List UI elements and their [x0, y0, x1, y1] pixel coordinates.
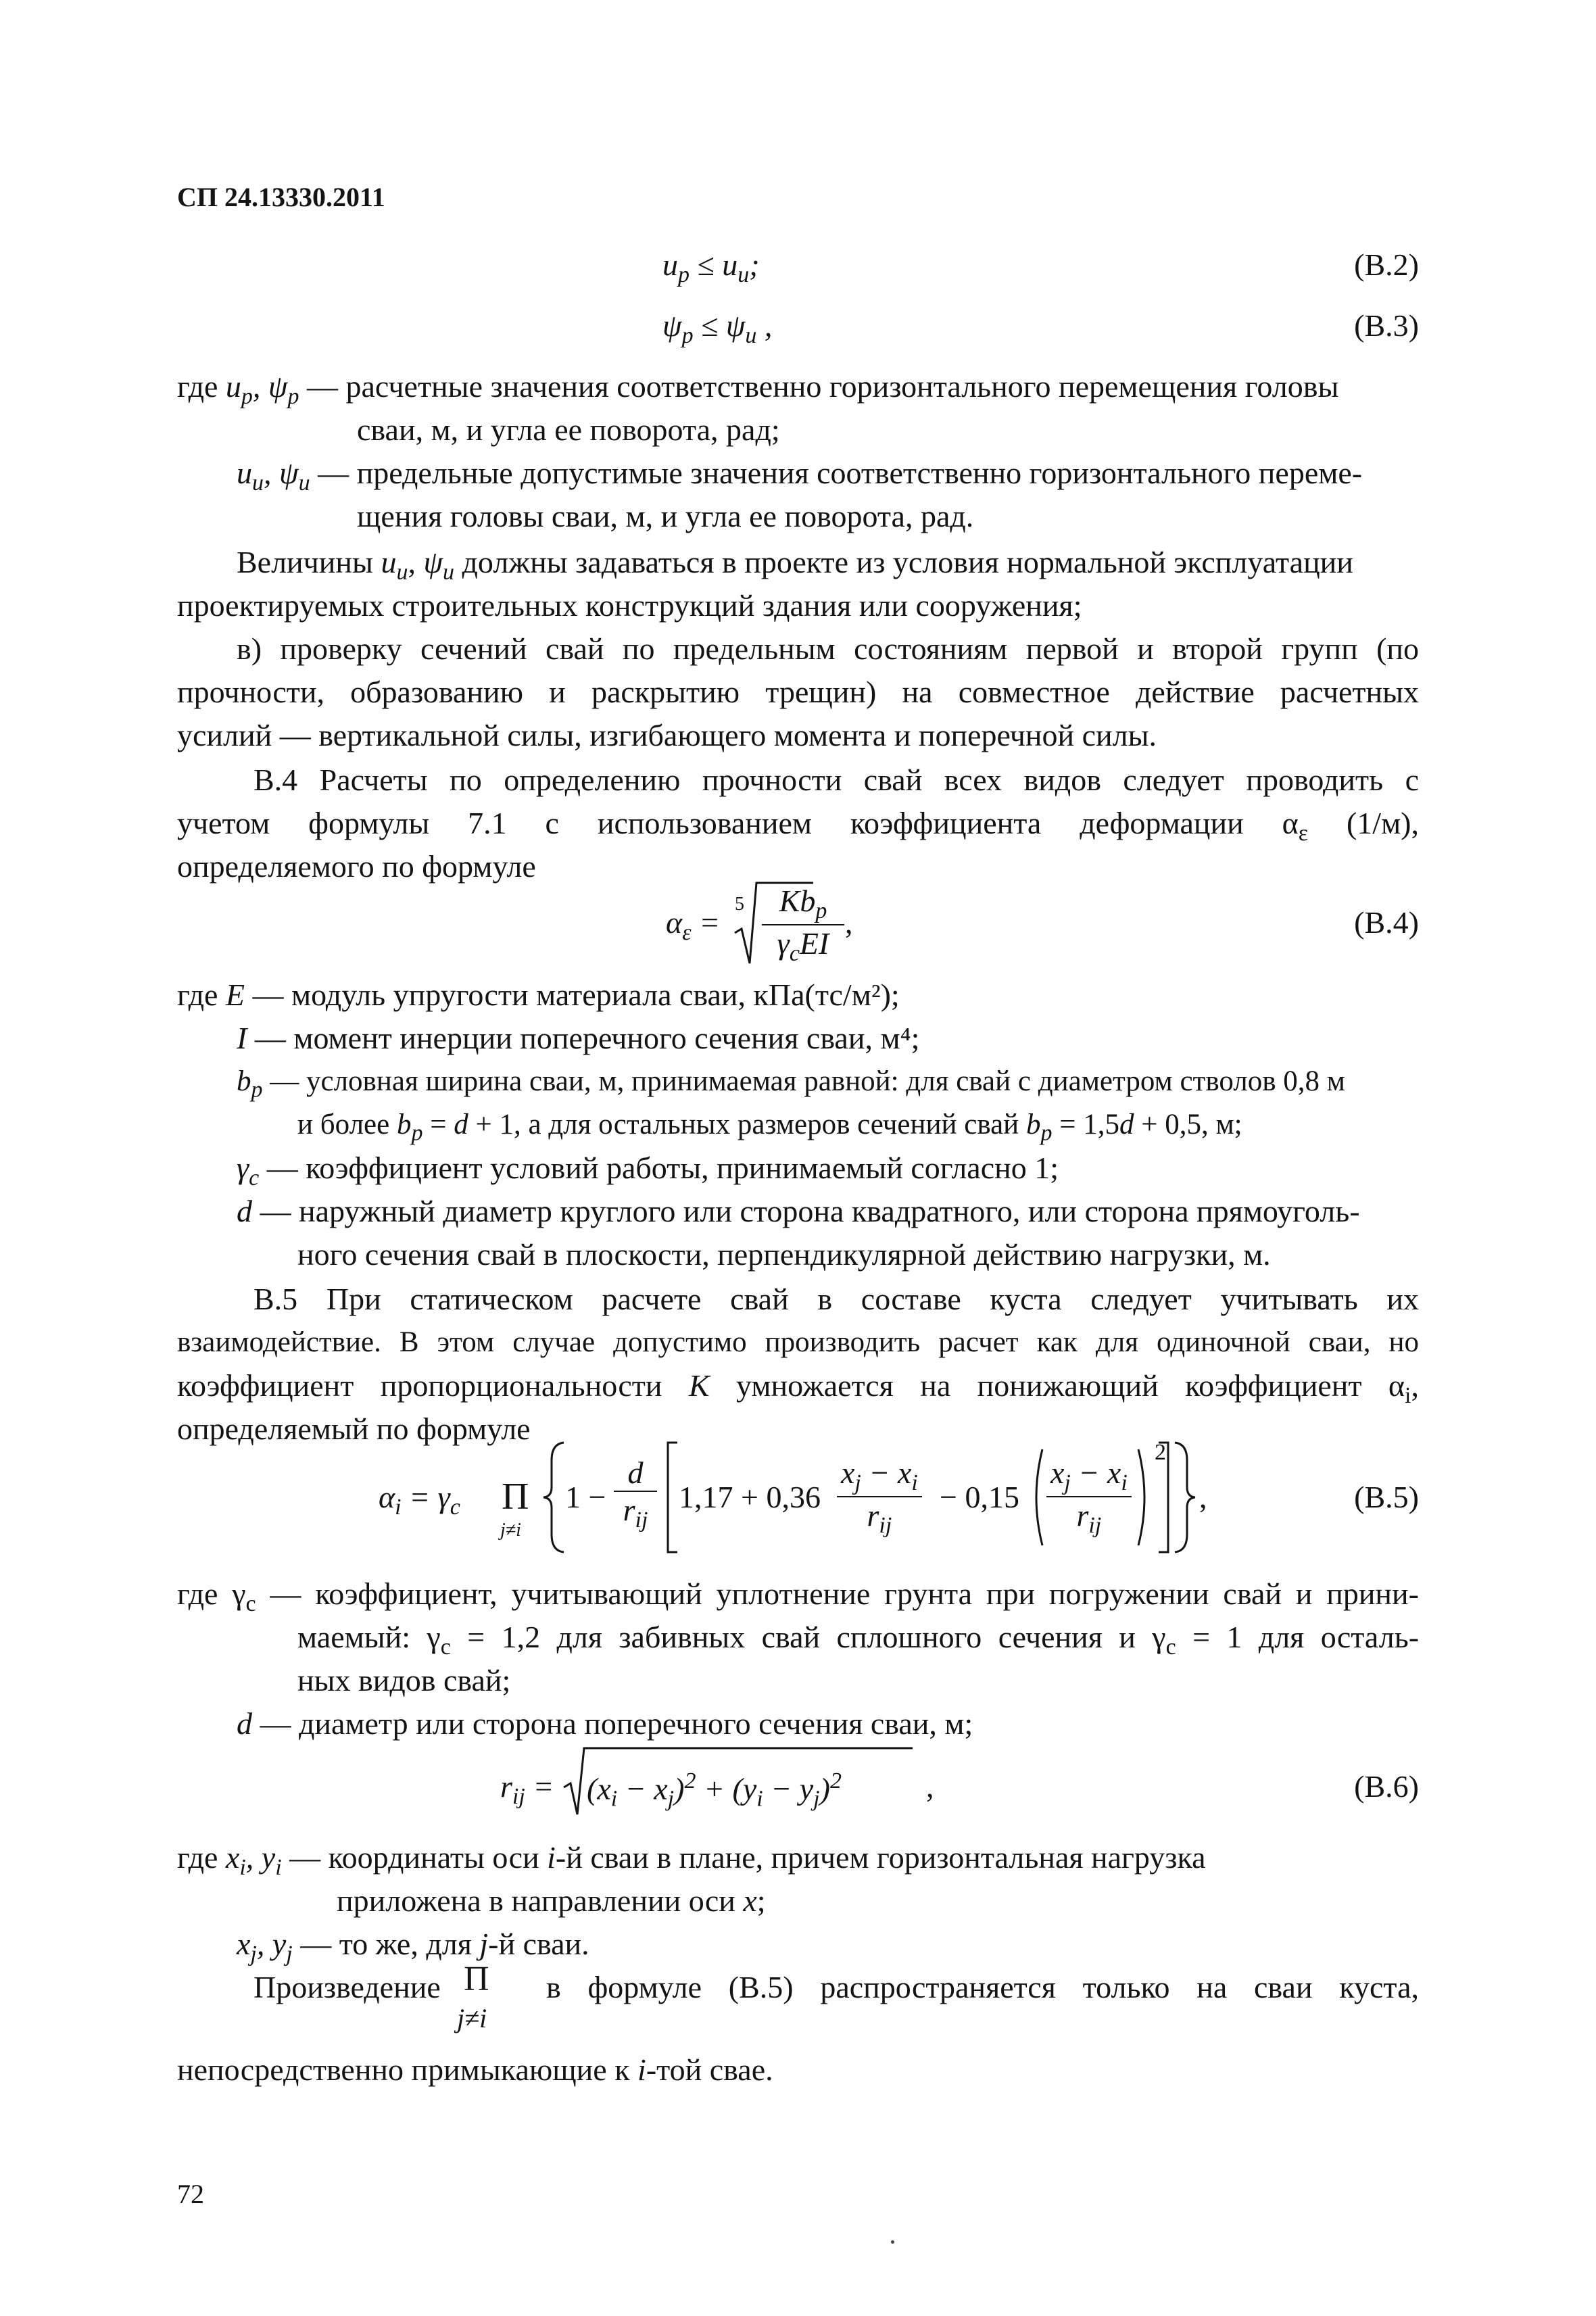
- paragraph-product-end: в формуле (В.5) распространяется только на сваи куста,: [546, 1970, 1419, 2004]
- formula-b5-tail: ,: [1199, 1480, 1207, 1514]
- left-paren-b5: [1027, 1447, 1045, 1548]
- document-page: СП 24.13330.2011 $u_p \le u_u$; (В.2) $\psi_p \le \psi_u$ , (В.3) где $u_p$, $\psi_p$ — расчетные значения соответственно горизонтального перемещения головы сваи, м, и угла ее поворота, рад; $u_u$, $\psi_u$ — предельные допустимые значения соответственно горизонтального переме- щения головы сваи, м, и угла ее поворота, рад. Величины $u_u$, $\psi_u$ должны задаваться в проекте из условия нормальной эксплуатации проектируемых строительных конструкций здания или сооружения; в) проверку сечений свай по предельным состояниям первой и второй групп (по прочности, образованию и раскрытию трещин) на совместное действие расчетных усилий — вертикальной силы, изгибающего момента и поперечной силы. В.4 Расчеты по определению прочности свай всех видов следует проводить с учетом формулы 7.1 с использованием коэффициента деформации $\alpha_\varepsilon$ (1/м), определяемого по формуле $\alpha_\varepsilon$ = 5 $Kb_p$ $\gamma_cEI$ , (В.4) где E — модуль упругости материала сваи, кПа(тс/м²); I — момент инерции поперечного сечения сваи, м⁴; $b_p$ — условная ширина сваи, м, принимаемая равной: для свай с диаметром стволов 0,8 м и более $b_p = d + 1$, а для остальных размеров сечений свай $b_p = 1,5d + 0,5$, м; $\gamma_c$ — коэффициент условий работы, принимаемый согласно 1; d — наружный диаметр круглого или сторона квадратного, или сторона прямоуголь- ного сечения свай в плоскости, перпендикулярной действию нагрузки, м. В.5 При статическом расчете свай в составе куста следует учитывать их взаимодействие. В этом случае допустимо производить расчет как для одиночной сваи, но коэффициент пропорциональности K умножается на понижающий коэффициент $\alpha_i$, определяемый по формуле $\alpha_i = \gamma_c$ Π j≠i 1 − d $r_{ij}$ 1,17 + 0,36 $x_j - x_i$ $r_{ij}$ − 0,15 $x_j - x_i$ $r_{ij}$ 2 , (В.5) где $\gamma_c$ — коэффициент, учитывающий уплотнение грунта при погружении свай и прини- маемый: $\gamma_c = 1,2$ для забивных свай сплошного сечения и $\gamma_c = 1$ для осталь- ных видов свай; d — диаметр или сторона поперечного сечения сваи, м; $r_{ij}$ = $(x_i - x_j)^2 + (y_i - y_j)^2$ , (В.6) где $x_i$, $y_i$ — координаты оси i-й сваи в плане, причем горизонтальная нагрузка приложена в направлении оси x; $x_j$, $y_j$ — то же, для j-й сваи. Произведение Π j≠i в формуле (В.5) распространяется только на сваи куста, непосредственно примыкающие к i-той свае. 72: [0, 0, 1596, 2316]
- definition-uu-line2: щения головы сваи, м, и угла ее поворота, рад.: [357, 499, 974, 533]
- equation-number-b4: (В.4): [1354, 905, 1419, 940]
- definition-xi-line1: где $x_i$, $y_i$ — координаты оси i-й сваи в плане, причем горизонтальная нагрузка: [177, 1840, 1206, 1881]
- paragraph-values-line1: Величины $u_u$, $\psi_u$ должны задаваться в проекте из условия нормальной эксплуатации: [237, 545, 1353, 585]
- paragraph-b4-line2: учетом формулы 7.1 с использованием коэффициента деформации $\alpha_\varepsilon$ (1/м),: [177, 806, 1419, 846]
- paragraph-product-line2: непосредственно примыкающие к i-той свае.: [177, 2052, 773, 2087]
- definition-up-line2: сваи, м, и угла ее поворота, рад;: [357, 412, 780, 447]
- product-subscript: j≠i: [457, 2003, 487, 2033]
- definition-d-line1: d — наружный диаметр круглого или сторона квадратного, или сторона прямоуголь-: [237, 1194, 1360, 1228]
- definition-gamma-c-b5-line1: где $\gamma_c$ — коэффициент, учитывающий уплотнение грунта при погружении свай и прини-: [177, 1576, 1419, 1617]
- definition-xj: $x_j$, $y_j$ — то же, для j-й сваи.: [237, 1927, 589, 1967]
- formula-b5: $\alpha_i = \gamma_c$ Π j≠i 1 − d $r_{ij}$ 1,17 + 0,36 $x_j - x_i$ $r_{ij}$ − 0,15 $x_j - x_i$ $r_{ij}$ 2: [379, 1440, 1136, 1555]
- left-brace-b5: [541, 1440, 568, 1555]
- equation-number-b3: (В.3): [1354, 308, 1419, 343]
- paragraph-values-line2: проектируемых строительных конструкций здания или сооружения;: [177, 588, 1082, 623]
- paragraph-check-line2: прочности, образованию и раскрытию трещин) на совместное действие расчетных: [177, 675, 1419, 709]
- equation-number-b6: (В.6): [1354, 1769, 1419, 1804]
- formula-b2: $u_p \le u_u$;: [662, 247, 760, 288]
- definition-xi-line2: приложена в направлении оси x;: [337, 1883, 766, 1918]
- paragraph-product-start: Произведение: [253, 1970, 441, 2004]
- document-code: СП 24.13330.2011: [177, 182, 385, 212]
- equation-number-b5: (В.5): [1354, 1480, 1419, 1514]
- definition-i: I — момент инерции поперечного сечения сваи, м⁴;: [237, 1021, 920, 1055]
- equation-number-b2: (В.2): [1354, 247, 1419, 282]
- paragraph-b5-line4: определяемый по формуле: [177, 1412, 531, 1446]
- definition-d-line2: ного сечения свай в плоскости, перпендикулярной действию нагрузки, м.: [297, 1237, 1271, 1272]
- formula-b6: $r_{ij}$ = $(x_i - x_j)^2 + (y_i - y_j)^2$ ,: [500, 1744, 973, 1818]
- paragraph-check-line3: усилий — вертикальной силы, изгибающего момента и поперечной силы.: [177, 718, 1157, 752]
- definition-gamma-c-b5-line2: маемый: $\gamma_c = 1,2$ для забивных свай сплошного сечения и $\gamma_c = 1$ для осталь-: [297, 1620, 1420, 1660]
- scan-speck: [891, 2240, 894, 2244]
- right-paren-b5: [1136, 1447, 1153, 1548]
- right-brackets-b5: [1157, 1440, 1198, 1555]
- paragraph-b4-line1: В.4 Расчеты по определению прочности свай всех видов следует проводить с: [253, 763, 1419, 797]
- formula-b3: $\psi_p \le \psi_u$ ,: [662, 308, 773, 349]
- definition-uu-line1: $u_u$, $\psi_u$ — предельные допустимые значения соответственно горизонтального переме-: [237, 456, 1363, 496]
- paragraph-check-line1: в) проверку сечений свай по предельным состояниям первой и второй групп (по: [237, 631, 1419, 666]
- paragraph-b5-line3: коэффициент пропорциональности K умножается на понижающий коэффициент $\alpha_i$,: [177, 1368, 1419, 1409]
- definition-bp-line2: и более $b_p = d + 1$, а для остальных размеров сечений свай $b_p = 1,5d + 0,5$, м;: [297, 1109, 1242, 1146]
- definition-d-b5: d — диаметр или сторона поперечного сечения сваи, м;: [237, 1706, 973, 1741]
- definition-bp-line1: $b_p$ — условная ширина сваи, м, принимаемая равной: для свай с диаметром стволов 0,8 м: [237, 1065, 1345, 1103]
- definition-e: где E — модуль упругости материала сваи, кПа(тс/м²);: [177, 978, 900, 1012]
- definition-gamma-c: $\gamma_c$ — коэффициент условий работы, принимаемый согласно 1;: [237, 1151, 1059, 1191]
- definition-gamma-c-b5-line3: ных видов свай;: [297, 1663, 511, 1697]
- page-number: 72: [177, 2179, 204, 2209]
- paragraph-b5-line1: В.5 При статическом расчете свай в составе куста следует учитывать их: [253, 1282, 1419, 1316]
- paragraph-b4-line3: определяемого по формуле: [177, 849, 536, 884]
- left-bracket-b5: [664, 1440, 679, 1555]
- definition-up-line1: где $u_p$, $\psi_p$ — расчетные значения соответственно горизонтального перемещения головы: [177, 369, 1339, 410]
- paragraph-b5-line2: взаимодействие. В этом случае допустимо производить расчет как для одиночной сваи, но: [177, 1326, 1419, 1358]
- product-symbol: Π: [464, 1960, 489, 1998]
